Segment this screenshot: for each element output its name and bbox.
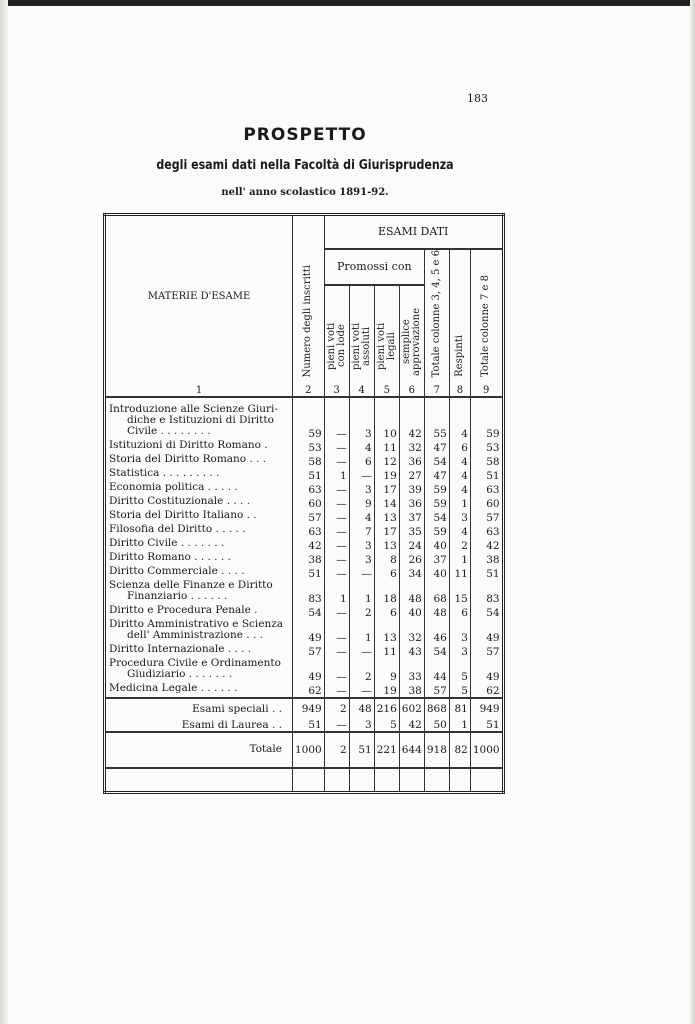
- scan-edge: [690, 0, 695, 1024]
- value-cell: 68: [424, 580, 449, 605]
- empty-cell: [374, 768, 399, 793]
- column-number: 4: [349, 377, 374, 397]
- value-cell: 62: [470, 683, 503, 698]
- column-number: 1: [105, 377, 293, 397]
- value-cell: 1: [349, 580, 374, 605]
- value-cell: 39: [399, 482, 424, 496]
- value-cell: —: [324, 715, 349, 732]
- subject-cell: [105, 658, 293, 683]
- subject-name-line: Civile . . . . . . . .: [127, 424, 211, 437]
- value-cell: 3: [449, 619, 470, 644]
- value-cell: 57: [424, 683, 449, 698]
- column-number: 9: [470, 377, 503, 397]
- header-c3: pieni voti con lode: [325, 322, 347, 370]
- subject-name-line: Scienza delle Finanze e Diritto: [109, 578, 273, 591]
- subject-cell: [105, 538, 293, 552]
- value-cell: —: [324, 538, 349, 552]
- value-cell: 36: [399, 496, 424, 510]
- subject-name-line: Giudiziario . . . . . . .: [127, 667, 233, 680]
- exam-table: [103, 213, 505, 794]
- value-cell: 51: [293, 468, 325, 482]
- table-row: [105, 619, 504, 644]
- value-cell: 24: [399, 538, 424, 552]
- value-cell: 11: [449, 566, 470, 580]
- empty-cell: [424, 768, 449, 793]
- value-cell: 42: [399, 715, 424, 732]
- page-number: 183: [467, 92, 488, 105]
- value-cell: 34: [399, 566, 424, 580]
- value-cell: 2: [324, 732, 349, 768]
- subject-name-line: Diritto Romano . . . . . .: [109, 550, 231, 563]
- header-c9: Totale colonne 7 e 8: [480, 274, 492, 377]
- summary-row: [105, 698, 504, 715]
- subject-cell: [105, 580, 293, 605]
- subject-name-line: Finanziario . . . . . .: [127, 589, 228, 602]
- value-cell: 48: [399, 580, 424, 605]
- value-cell: 42: [399, 397, 424, 440]
- value-cell: 57: [293, 510, 325, 524]
- value-cell: —: [324, 683, 349, 698]
- column-number: 7: [424, 377, 449, 397]
- value-cell: 60: [293, 496, 325, 510]
- value-cell: 46: [424, 619, 449, 644]
- value-cell: 58: [470, 454, 503, 468]
- subject-cell: [105, 510, 293, 524]
- value-cell: 51: [293, 715, 325, 732]
- page-subtitle: degli esami dati nella Facoltà di Giurisprudenza: [156, 158, 454, 173]
- value-cell: 8: [374, 552, 399, 566]
- value-cell: 59: [424, 524, 449, 538]
- value-cell: 4: [449, 524, 470, 538]
- total-row: [105, 732, 504, 768]
- value-cell: —: [349, 566, 374, 580]
- subject-name-line: Procedura Civile e Ordinamento: [109, 656, 281, 669]
- value-cell: 54: [424, 644, 449, 658]
- value-cell: 49: [470, 658, 503, 683]
- empty-cell: [399, 768, 424, 793]
- subject-cell: [105, 683, 293, 698]
- subject-name-line: Istituzioni di Diritto Romano .: [109, 438, 268, 451]
- value-cell: 1: [449, 552, 470, 566]
- column-number: 3: [324, 377, 349, 397]
- value-cell: —: [324, 566, 349, 580]
- subject-name-line: Filosofia del Diritto . . . . .: [109, 522, 246, 535]
- value-cell: 5: [449, 683, 470, 698]
- value-cell: 49: [293, 619, 325, 644]
- value-cell: 57: [470, 644, 503, 658]
- table-row: [105, 397, 504, 440]
- total-label: Totale: [105, 732, 293, 768]
- value-cell: 62: [293, 683, 325, 698]
- value-cell: —: [324, 644, 349, 658]
- value-cell: 602: [399, 698, 424, 715]
- value-cell: 19: [374, 683, 399, 698]
- value-cell: 3: [349, 715, 374, 732]
- value-cell: 42: [470, 538, 503, 552]
- value-cell: 51: [470, 566, 503, 580]
- subject-cell: [105, 496, 293, 510]
- subject-name-line: Diritto e Procedura Penale .: [109, 603, 258, 616]
- school-year: nell' anno scolastico 1891-92.: [221, 187, 389, 198]
- value-cell: 644: [399, 732, 424, 768]
- summary-label: Esami di Laurea . .: [105, 715, 293, 732]
- value-cell: 11: [374, 644, 399, 658]
- value-cell: 48: [424, 605, 449, 619]
- header-c6: semplice approvazione: [400, 307, 422, 376]
- value-cell: 3: [349, 482, 374, 496]
- value-cell: 14: [374, 496, 399, 510]
- value-cell: —: [349, 683, 374, 698]
- value-cell: 54: [424, 454, 449, 468]
- subject-name-line: Diritto Costituzionale . . . .: [109, 494, 251, 507]
- value-cell: 81: [449, 698, 470, 715]
- table-row: [105, 468, 504, 482]
- value-cell: 918: [424, 732, 449, 768]
- table-row: [105, 644, 504, 658]
- value-cell: 12: [374, 454, 399, 468]
- value-cell: 47: [424, 440, 449, 454]
- subject-name-line: Storia del Diritto Romano . . .: [109, 452, 267, 465]
- value-cell: 57: [293, 644, 325, 658]
- value-cell: 15: [449, 580, 470, 605]
- value-cell: 1: [349, 619, 374, 644]
- value-cell: —: [324, 524, 349, 538]
- empty-cell: [449, 768, 470, 793]
- scan-edge: [0, 0, 8, 1024]
- value-cell: 216: [374, 698, 399, 715]
- empty-cell: [470, 768, 503, 793]
- value-cell: 44: [424, 658, 449, 683]
- value-cell: —: [324, 510, 349, 524]
- value-cell: 36: [399, 454, 424, 468]
- subject-name-line: Economia politica . . . . .: [109, 480, 238, 493]
- value-cell: —: [324, 496, 349, 510]
- subject-name-line: Statistica . . . . . . . . .: [109, 466, 220, 479]
- empty-cell: [293, 768, 325, 793]
- table-row: [105, 440, 504, 454]
- value-cell: 48: [349, 698, 374, 715]
- value-cell: 6: [449, 440, 470, 454]
- value-cell: —: [324, 658, 349, 683]
- table-row: [105, 538, 504, 552]
- value-cell: 63: [470, 482, 503, 496]
- value-cell: 27: [399, 468, 424, 482]
- value-cell: —: [324, 454, 349, 468]
- value-cell: 49: [293, 658, 325, 683]
- value-cell: 33: [399, 658, 424, 683]
- value-cell: 57: [470, 510, 503, 524]
- value-cell: 5: [449, 658, 470, 683]
- value-cell: 51: [349, 732, 374, 768]
- value-cell: 38: [470, 552, 503, 566]
- value-cell: —: [349, 644, 374, 658]
- subject-cell: [105, 605, 293, 619]
- page-title: PROSPETTO: [243, 125, 367, 145]
- value-cell: 35: [399, 524, 424, 538]
- value-cell: 32: [399, 619, 424, 644]
- value-cell: 3: [449, 644, 470, 658]
- value-cell: —: [324, 397, 349, 440]
- empty-cell: [349, 768, 374, 793]
- value-cell: 17: [374, 482, 399, 496]
- table-row: [105, 552, 504, 566]
- table-row: [105, 524, 504, 538]
- subject-name-line: dell' Amministrazione . . .: [127, 628, 263, 641]
- column-number: 5: [374, 377, 399, 397]
- value-cell: 83: [293, 580, 325, 605]
- value-cell: 3: [349, 552, 374, 566]
- value-cell: 3: [449, 510, 470, 524]
- value-cell: 43: [399, 644, 424, 658]
- subject-name-line: Diritto Civile . . . . . . .: [109, 536, 225, 549]
- value-cell: 13: [374, 538, 399, 552]
- empty-cell: [324, 768, 349, 793]
- value-cell: 37: [424, 552, 449, 566]
- value-cell: 2: [324, 698, 349, 715]
- value-cell: 37: [399, 510, 424, 524]
- header-c7: Totale colonne 3, 4, 5 e 6: [430, 249, 442, 377]
- value-cell: 4: [349, 440, 374, 454]
- value-cell: —: [324, 619, 349, 644]
- value-cell: 82: [449, 732, 470, 768]
- value-cell: 54: [470, 605, 503, 619]
- empty-cell: [105, 768, 293, 793]
- header-c5: pieni voti legali: [375, 322, 397, 370]
- value-cell: 949: [470, 698, 503, 715]
- value-cell: 221: [374, 732, 399, 768]
- column-number: 8: [449, 377, 470, 397]
- value-cell: 2: [349, 658, 374, 683]
- value-cell: 19: [374, 468, 399, 482]
- value-cell: 1: [324, 468, 349, 482]
- scan-border: [0, 0, 695, 6]
- value-cell: —: [324, 440, 349, 454]
- column-number: 6: [399, 377, 424, 397]
- summary-label: Esami speciali . .: [105, 698, 293, 715]
- subject-cell: [105, 566, 293, 580]
- subject-cell: [105, 482, 293, 496]
- subject-cell: [105, 468, 293, 482]
- table-row: [105, 658, 504, 683]
- value-cell: 50: [424, 715, 449, 732]
- value-cell: 26: [399, 552, 424, 566]
- value-cell: 1: [449, 496, 470, 510]
- table-row: [105, 510, 504, 524]
- value-cell: 55: [424, 397, 449, 440]
- value-cell: 54: [424, 510, 449, 524]
- value-cell: 59: [293, 397, 325, 440]
- value-cell: 47: [424, 468, 449, 482]
- value-cell: 5: [374, 715, 399, 732]
- value-cell: 3: [349, 397, 374, 440]
- table-row: [105, 496, 504, 510]
- subject-cell: [105, 619, 293, 644]
- value-cell: 40: [424, 538, 449, 552]
- value-cell: 60: [470, 496, 503, 510]
- value-cell: 6: [374, 566, 399, 580]
- value-cell: 63: [293, 524, 325, 538]
- value-cell: 40: [424, 566, 449, 580]
- value-cell: 2: [449, 538, 470, 552]
- value-cell: 59: [424, 496, 449, 510]
- value-cell: 54: [293, 605, 325, 619]
- table-row: [105, 482, 504, 496]
- value-cell: 59: [424, 482, 449, 496]
- subject-cell: [105, 454, 293, 468]
- value-cell: —: [324, 552, 349, 566]
- subject-cell: [105, 524, 293, 538]
- subject-name-line: Diritto Commerciale . . . .: [109, 564, 245, 577]
- value-cell: 42: [293, 538, 325, 552]
- header-c4: pieni voti assoluti: [350, 322, 372, 370]
- value-cell: 868: [424, 698, 449, 715]
- value-cell: 13: [374, 510, 399, 524]
- subject-name-line: Diritto Internazionale . . . .: [109, 642, 252, 655]
- value-cell: 49: [470, 619, 503, 644]
- value-cell: 53: [470, 440, 503, 454]
- value-cell: 9: [349, 496, 374, 510]
- subject-cell: [105, 440, 293, 454]
- value-cell: 17: [374, 524, 399, 538]
- value-cell: 18: [374, 580, 399, 605]
- value-cell: 1000: [470, 732, 503, 768]
- subject-cell: [105, 552, 293, 566]
- value-cell: 63: [293, 482, 325, 496]
- value-cell: 59: [470, 397, 503, 440]
- value-cell: 4: [449, 482, 470, 496]
- value-cell: 4: [449, 468, 470, 482]
- table-row: [105, 566, 504, 580]
- value-cell: 1: [449, 715, 470, 732]
- table-row: [105, 605, 504, 619]
- value-cell: 6: [374, 605, 399, 619]
- value-cell: 6: [449, 605, 470, 619]
- header-esami-dati: ESAMI DATI: [324, 215, 503, 249]
- value-cell: 13: [374, 619, 399, 644]
- value-cell: 32: [399, 440, 424, 454]
- header-c2: Numero degli inscritti: [302, 264, 314, 377]
- value-cell: 3: [349, 538, 374, 552]
- summary-row: [105, 715, 504, 732]
- value-cell: 9: [374, 658, 399, 683]
- value-cell: —: [324, 482, 349, 496]
- value-cell: 6: [349, 454, 374, 468]
- subject-name-line: Storia del Diritto Italiano . .: [109, 508, 257, 521]
- value-cell: 83: [470, 580, 503, 605]
- value-cell: 1000: [293, 732, 325, 768]
- table-row: [105, 580, 504, 605]
- header-c8: Respinti: [453, 335, 465, 377]
- value-cell: 63: [470, 524, 503, 538]
- value-cell: 58: [293, 454, 325, 468]
- subject-cell: [105, 397, 293, 440]
- subject-name-line: Medicina Legale . . . . . .: [109, 681, 238, 694]
- header-materie: MATERIE D'ESAME: [105, 215, 293, 377]
- value-cell: 53: [293, 440, 325, 454]
- value-cell: 2: [349, 605, 374, 619]
- value-cell: 10: [374, 397, 399, 440]
- value-cell: 4: [449, 397, 470, 440]
- value-cell: —: [324, 605, 349, 619]
- subject-cell: [105, 644, 293, 658]
- value-cell: 40: [399, 605, 424, 619]
- header-promossi-con: Promossi con: [324, 249, 424, 285]
- value-cell: —: [349, 468, 374, 482]
- value-cell: 51: [470, 468, 503, 482]
- table-footer-rule: [105, 768, 504, 793]
- value-cell: 38: [293, 552, 325, 566]
- subject-name-line: diche e Istituzioni di Diritto: [127, 413, 274, 426]
- value-cell: 949: [293, 698, 325, 715]
- value-cell: 51: [293, 566, 325, 580]
- value-cell: 4: [349, 510, 374, 524]
- value-cell: 7: [349, 524, 374, 538]
- value-cell: 38: [399, 683, 424, 698]
- subject-name-line: Introduzione alle Scienze Giuri-: [109, 402, 278, 415]
- column-number: 2: [293, 377, 325, 397]
- value-cell: 51: [470, 715, 503, 732]
- subject-name-line: Diritto Amministrativo e Scienza: [109, 617, 284, 630]
- value-cell: 1: [324, 580, 349, 605]
- value-cell: 11: [374, 440, 399, 454]
- value-cell: 4: [449, 454, 470, 468]
- table-row: [105, 683, 504, 698]
- table-row: [105, 454, 504, 468]
